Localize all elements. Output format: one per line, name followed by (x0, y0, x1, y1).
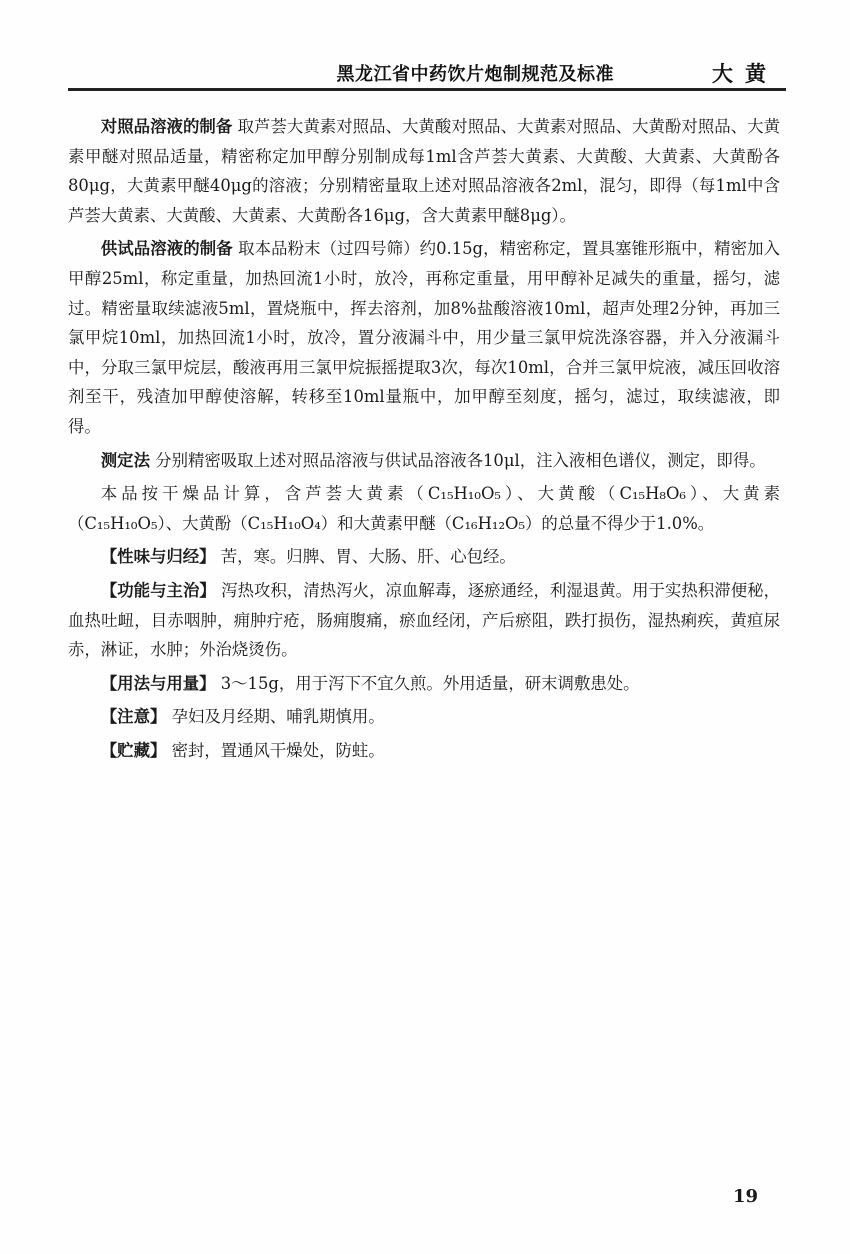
chapter-title: 大黄 (712, 62, 778, 86)
paragraph-content-limit (68, 479, 780, 538)
paragraph-assay (68, 446, 780, 476)
section-label: 供试品溶液的制备 (100, 239, 233, 259)
paragraph-text: 苦，寒。归脾、胃、大肠、肝、心包经。 (215, 547, 516, 567)
section-label: 【注意】 (100, 707, 167, 727)
paragraph-text: 泻热攻积，清热泻火，凉血解毒，逐瘀通经，利湿退黄。用于实热积滞便秘，血热吐衄，目赤咽肿，痈肿疔疮，肠痈腹痛，瘀血经闭，产后瘀阻，跌打损伤，湿热痢疾，黄疸尿赤，淋证，水肿；外治烧烫伤。 (68, 580, 780, 660)
paragraph-text: 孕妇及月经期、哺乳期慎用。 (166, 707, 385, 727)
section-label: 【用法与用量】 (100, 673, 216, 693)
section-label: 【性味与归经】 (100, 547, 216, 567)
paragraph-reference-solution (68, 112, 780, 230)
paragraph-text: 密封，置通风干燥处，防蛀。 (166, 740, 385, 760)
book-title: 黑龙江省中药饮片炮制规范及标准 (336, 64, 614, 85)
paragraph-text: 本品按干燥品计算，含芦荟大黄素（C₁₅H₁₀O₅）、大黄酸（C₁₅H₈O₆）、大黄素（C₁₅H₁₀O₅）、大黄酚（C₁₅H₁₀O₄）和大黄素甲醚（C₁₆H₁₂O₅）的总量不得少于1.0%。 (68, 484, 780, 533)
paragraph-text: 取芦荟大黄素对照品、大黄酸对照品、大黄素对照品、大黄酚对照品、大黄素甲醚对照品适量，精密称定加甲醇分别制成每1ml含芦荟大黄素、大黄酸、大黄素、大黄酚各80μg，大黄素甲醚40μg的溶液；分别精密量取上述对照品溶液各2ml，混匀，即得（每1ml中含芦荟大黄素、大黄酸、大黄素、大黄酚各16μg，含大黄素甲醚8μg）。 (68, 117, 780, 225)
paragraph-precautions (68, 702, 780, 732)
body-text (68, 112, 780, 769)
paragraph-text: 分别精密吸取上述对照品溶液与供试品溶液各10μl，注入液相色谱仪，测定，即得。 (149, 450, 766, 470)
section-label: 【功能与主治】 (100, 580, 216, 600)
section-label: 测定法 (100, 450, 150, 470)
paragraph-functions (68, 576, 780, 665)
paragraph-dosage (68, 669, 780, 699)
paragraph-storage (68, 736, 780, 766)
header-rule (68, 88, 786, 91)
paragraph-nature-meridian (68, 542, 780, 572)
paragraph-text: 3～15g，用于泻下不宜久煎。外用适量，研末调敷患处。 (215, 673, 640, 693)
section-label: 对照品溶液的制备 (100, 117, 233, 136)
section-label: 【贮藏】 (100, 740, 167, 760)
paragraph-test-solution (68, 234, 780, 441)
page-number: 19 (732, 1186, 758, 1207)
running-header (68, 60, 786, 86)
paragraph-text: 取本品粉末（过四号筛）约0.15g，精密称定，置具塞锥形瓶中，精密加入甲醇25ml，称定重量，加热回流1小时，放冷，再称定重量，用甲醇补足减失的重量，摇匀，滤过。精密量取续滤液5ml，置烧瓶中，挥去溶剂，加8%盐酸溶液10ml，超声处理2分钟，再加三氯甲烷10ml，加热回流1小时，放冷，置分液漏斗中，用少量三氯甲烷洗涤容器，并入分液漏斗中，分取三氯甲烷层，酸液再用三氯甲烷振摇提取3次，每次10ml，合并三氯甲烷液，减压回收溶剂至干，残渣加甲醇使溶解，转移至10ml量瓶中，加甲醇至刻度，摇匀，滤过，取续滤液，即得。 (68, 239, 780, 436)
